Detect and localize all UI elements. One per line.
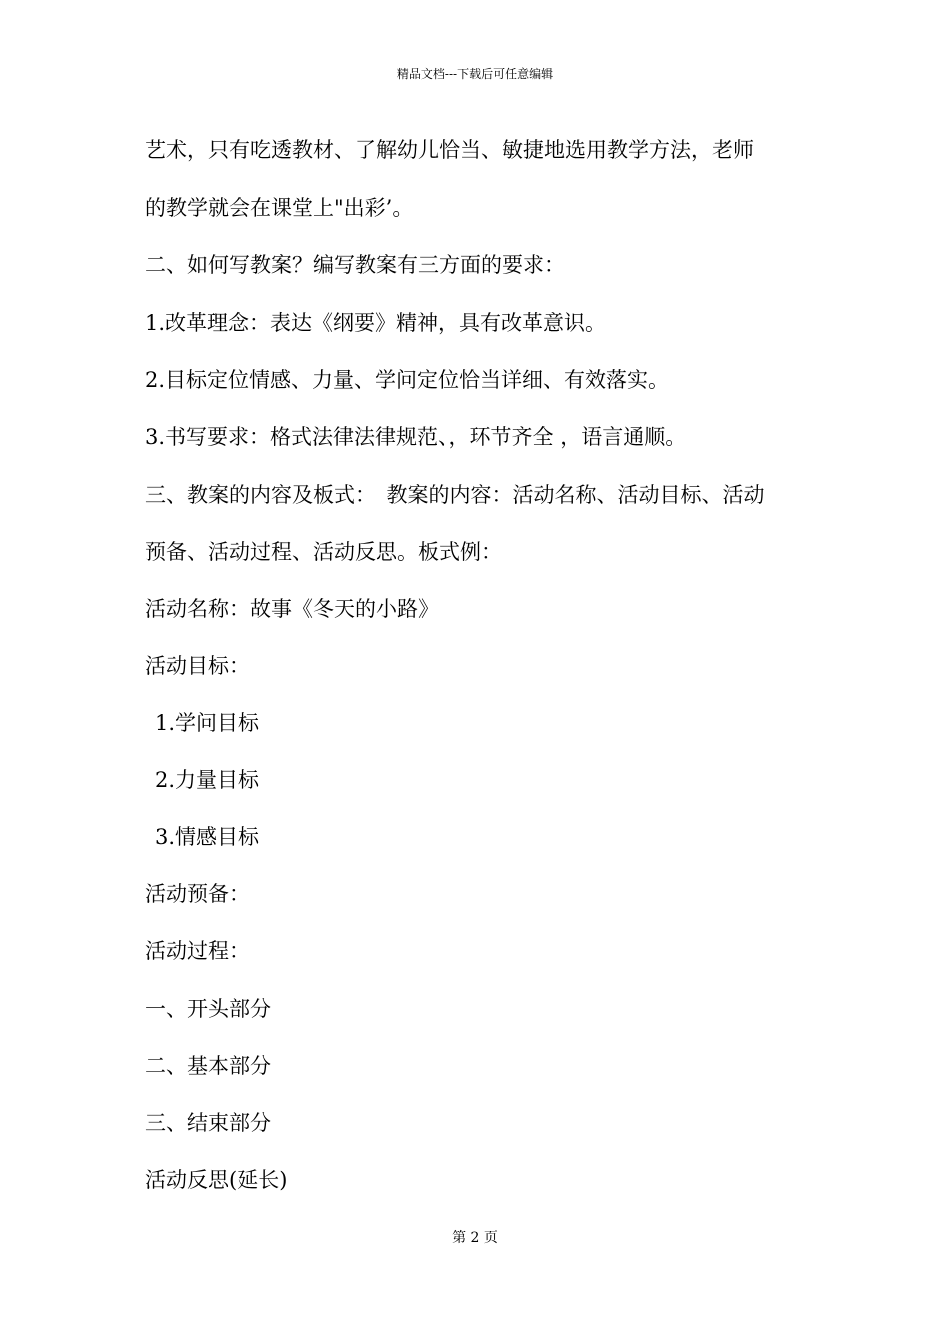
section-heading: 三、教案的内容及板式： 教案的内容：活动名称、活动目标、活动 — [145, 483, 765, 507]
paragraph-line: 三、结束部分 — [145, 1111, 271, 1135]
list-item: 1.改革理念：表达《纲要》精神，具有改革意识。 — [145, 311, 607, 335]
paragraph-line: 一、开头部分 — [145, 997, 271, 1021]
paragraph-line: 活动预备： — [145, 882, 250, 906]
list-item: 3.书写要求：格式法律法律规范、，环节齐全 ，语言通顺。 — [145, 425, 687, 449]
paragraph-line: 艺术，只有吃透教材、了解幼儿恰当、敏捷地选用教学方法，老师 — [145, 138, 754, 162]
section-heading: 二、如何写教案？编写教案有三方面的要求： — [145, 253, 565, 277]
paragraph-line: 预备、活动过程、活动反思。板式例： — [145, 540, 502, 564]
paragraph-line: 活动目标： — [145, 654, 250, 678]
paragraph-line: 的教学就会在课堂上"出彩’。 — [145, 196, 414, 220]
paragraph-line: 活动反思(延长) — [145, 1168, 288, 1192]
paragraph-line: 活动名称：故事《冬天的小路》 — [145, 597, 439, 621]
list-item: 2.力量目标 — [155, 768, 260, 792]
list-item: 3.情感目标 — [155, 825, 260, 849]
list-item: 2.目标定位情感、力量、学问定位恰当详细、有效落实。 — [145, 368, 670, 392]
page-header: 精品文档---下载后可任意编辑 — [396, 67, 554, 81]
page-number: 第 2 页 — [452, 1230, 498, 1246]
paragraph-line: 二、基本部分 — [145, 1054, 271, 1078]
paragraph-line: 活动过程： — [145, 939, 250, 963]
list-item: 1.学问目标 — [155, 711, 260, 735]
